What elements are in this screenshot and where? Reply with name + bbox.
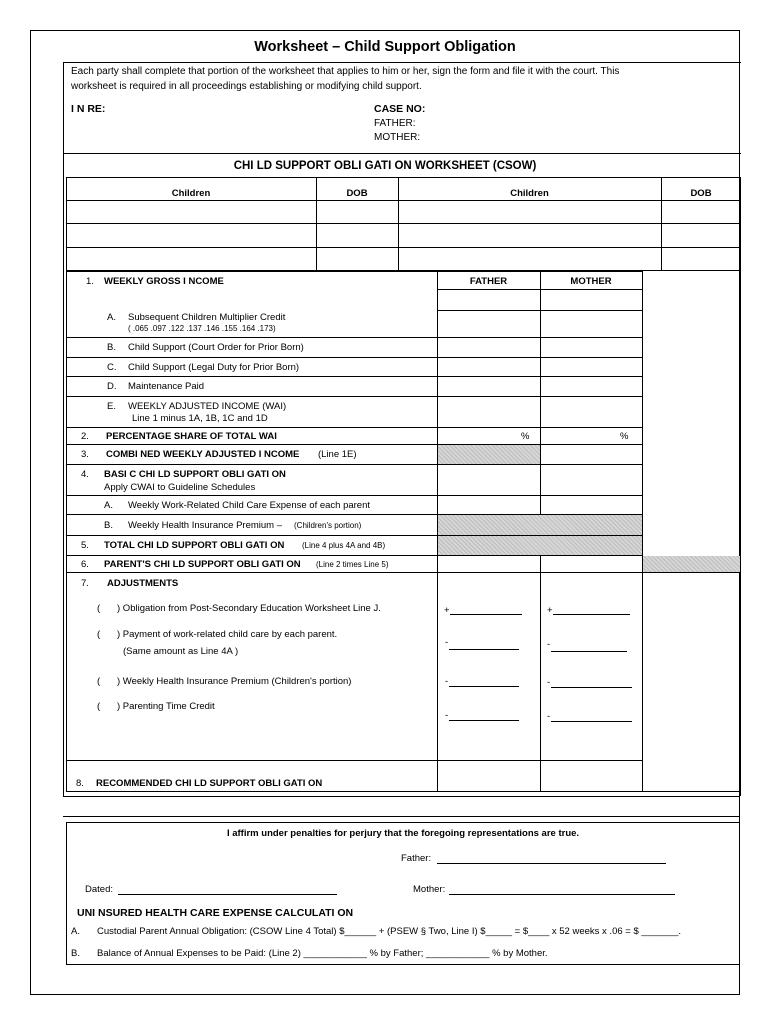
mother-child-care-field[interactable] bbox=[551, 651, 627, 652]
row-rule bbox=[66, 555, 642, 556]
line4-label: BASI C CHI LD SUPPORT OBLI GATI ON bbox=[104, 469, 286, 480]
line1-number: 1. bbox=[86, 276, 94, 287]
mother-health-premium-field[interactable] bbox=[551, 687, 632, 688]
date-field[interactable] bbox=[118, 894, 337, 895]
line4b-label: Weekly Health Insurance Premium – bbox=[128, 520, 282, 531]
adjustment-checkbox-open[interactable]: ( bbox=[97, 603, 101, 614]
uninsured-line-b-text: Balance of Annual Expenses to be Paid: (Line 2) ____________ % by Father; ____________ % by Mother. bbox=[97, 948, 548, 959]
father-minus-sign: - bbox=[445, 637, 449, 648]
csow-top-rule bbox=[63, 153, 741, 154]
intro-text-line2: worksheet is required in all proceedings establishing or modifying child support. bbox=[71, 81, 422, 92]
line4-number: 4. bbox=[81, 469, 89, 480]
father-signature-label: Father: bbox=[401, 853, 432, 864]
uninsured-line-a-text: Custodial Parent Annual Obligation: (CSOW Line 4 Total) $______ + (PSEW § Two, Line I) $_____ = $____ x 52 weeks x .06 = $ _______. bbox=[97, 926, 682, 937]
father-child-care-field[interactable] bbox=[449, 649, 519, 650]
father-signature-field[interactable] bbox=[437, 863, 666, 864]
row-rule bbox=[66, 572, 740, 573]
line1e-letter: E. bbox=[107, 401, 116, 412]
children-row-rule bbox=[66, 223, 741, 224]
father-col-header: FATHER bbox=[469, 276, 508, 287]
grid-top-rule bbox=[66, 271, 642, 272]
line3-number: 3. bbox=[81, 449, 89, 460]
adjustment-checkbox-open[interactable]: ( bbox=[97, 676, 101, 687]
row-rule bbox=[66, 357, 642, 358]
mother-label: MOTHER: bbox=[374, 132, 421, 143]
line2-number: 2. bbox=[81, 431, 89, 442]
children-col-header: Children bbox=[171, 188, 211, 199]
father-minus-sign: - bbox=[445, 676, 449, 687]
father-percent-sign: % bbox=[521, 431, 530, 442]
case-no-label: CASE NO: bbox=[374, 103, 426, 115]
page-title: Worksheet – Child Support Obligation bbox=[254, 39, 516, 55]
title-rule bbox=[63, 62, 741, 63]
line4a-label: Weekly Work-Related Child Care Expense of each parent bbox=[128, 500, 371, 511]
line3-note: (Line 1E) bbox=[318, 449, 357, 460]
line4b-note: (Children's portion) bbox=[294, 521, 362, 530]
uninsured-line-b-letter: B. bbox=[71, 948, 80, 959]
line1d-label: Maintenance Paid bbox=[128, 381, 205, 392]
intro-text-line1: Each party shall complete that portion of the worksheet that applies to him or her, sign the form and file it with the court. This bbox=[71, 66, 620, 77]
line5-number: 5. bbox=[81, 540, 89, 551]
mother-col-header: MOTHER bbox=[570, 276, 612, 287]
header-row-rule bbox=[437, 289, 642, 290]
adjustment-child-care-note: (Same amount as Line 4A ) bbox=[123, 646, 239, 657]
father-post-secondary-field[interactable] bbox=[450, 614, 522, 615]
father-health-premium-field[interactable] bbox=[449, 686, 519, 687]
line7-label: ADJUSTMENTS bbox=[107, 578, 179, 589]
line3-label: COMBI NED WEEKLY ADJUSTED I NCOME bbox=[106, 449, 300, 460]
line1a-letter: A. bbox=[107, 312, 116, 323]
row-rule bbox=[66, 396, 642, 397]
section-bottom-rule bbox=[63, 816, 740, 817]
father-parenting-time-field[interactable] bbox=[449, 720, 519, 721]
line5-note: (Line 4 plus 4A and 4B) bbox=[302, 541, 386, 550]
in-re-label: I N RE: bbox=[71, 103, 106, 115]
adjustment-health-premium: ) Weekly Health Insurance Premium (Children's portion) bbox=[117, 676, 352, 687]
grid-left-rule bbox=[66, 271, 67, 791]
line4b-letter: B. bbox=[104, 520, 113, 531]
line1e-label: WEEKLY ADJUSTED INCOME (WAI) bbox=[128, 401, 287, 412]
line8-label: RECOMMENDED CHI LD SUPPORT OBLI GATI ON bbox=[96, 778, 323, 789]
father-label: FATHER: bbox=[374, 118, 416, 129]
line5-label: TOTAL CHI LD SUPPORT OBLI GATI ON bbox=[104, 540, 285, 551]
line6-label: PARENT'S CHI LD SUPPORT OBLI GATI ON bbox=[104, 559, 301, 570]
dob-col-header: DOB bbox=[690, 188, 712, 199]
row-rule bbox=[66, 444, 642, 445]
line6-number: 6. bbox=[81, 559, 89, 570]
line1e-formula: Line 1 minus 1A, 1B, 1C and 1D bbox=[132, 413, 268, 424]
mother-parenting-time-field[interactable] bbox=[551, 721, 632, 722]
mother-minus-sign: - bbox=[547, 677, 551, 688]
line1d-letter: D. bbox=[107, 381, 117, 392]
row-rule bbox=[66, 337, 642, 338]
row-rule bbox=[437, 310, 642, 311]
shaded-cell bbox=[438, 536, 642, 555]
page-right-rule bbox=[740, 271, 741, 796]
line6-note: (Line 2 times Line 5) bbox=[316, 560, 389, 569]
line1b-letter: B. bbox=[107, 342, 116, 353]
uninsured-section-title: UNI NSURED HEALTH CARE EXPENSE CALCULATI ON bbox=[77, 907, 354, 919]
row-rule bbox=[63, 796, 740, 797]
dob-col-header: DOB bbox=[346, 188, 368, 199]
row-rule bbox=[66, 376, 642, 377]
adjustment-post-secondary: ) Obligation from Post-Secondary Education Worksheet Line J. bbox=[117, 603, 381, 614]
father-plus-sign: + bbox=[444, 605, 450, 616]
row-rule bbox=[66, 760, 642, 761]
mother-plus-sign: + bbox=[547, 605, 553, 616]
children-row-rule bbox=[66, 247, 741, 248]
line8-number: 8. bbox=[76, 778, 84, 789]
mother-percent-sign: % bbox=[620, 431, 629, 442]
line4-instruction: Apply CWAI to Guideline Schedules bbox=[104, 482, 256, 493]
shaded-cell bbox=[438, 515, 642, 535]
row-rule bbox=[66, 791, 740, 792]
mother-minus-sign: - bbox=[547, 711, 551, 722]
affirmation-statement: I affirm under penalties for perjury that the foregoing representations are true. bbox=[226, 828, 580, 839]
line7-number: 7. bbox=[81, 578, 89, 589]
line1c-label: Child Support (Legal Duty for Prior Born) bbox=[128, 362, 300, 373]
adjustment-parenting-time: ) Parenting Time Credit bbox=[117, 701, 215, 712]
line1a-label: Subsequent Children Multiplier Credit bbox=[128, 312, 286, 323]
line2-label: PERCENTAGE SHARE OF TOTAL WAI bbox=[106, 431, 277, 442]
shaded-cell bbox=[438, 445, 540, 464]
row-rule bbox=[66, 495, 642, 496]
children-row-rule bbox=[66, 200, 741, 201]
adjustment-checkbox-open[interactable]: ( bbox=[97, 629, 101, 640]
dated-label: Dated: bbox=[85, 884, 113, 895]
mother-post-secondary-field[interactable] bbox=[553, 614, 630, 615]
mother-minus-sign: - bbox=[547, 639, 551, 650]
shaded-cell bbox=[643, 556, 740, 573]
row-rule bbox=[66, 464, 642, 465]
csow-title: CHI LD SUPPORT OBLI GATI ON WORKSHEET (CSOW) bbox=[233, 160, 537, 172]
adjustment-checkbox-open[interactable]: ( bbox=[97, 701, 101, 712]
line4a-letter: A. bbox=[104, 500, 113, 511]
uninsured-line-a-letter: A. bbox=[71, 926, 80, 937]
children-col-header: Children bbox=[510, 188, 549, 199]
mother-signature-field[interactable] bbox=[449, 894, 675, 895]
grid-right-rule bbox=[642, 271, 643, 791]
mother-signature-label: Mother: bbox=[413, 884, 446, 895]
line1c-letter: C. bbox=[107, 362, 117, 373]
line1-label: WEEKLY GROSS I NCOME bbox=[104, 276, 224, 287]
line1a-multipliers: ( .065 .097 .122 .137 .146 .155 .164 .173) bbox=[128, 324, 276, 333]
adjustment-child-care: ) Payment of work-related child care by each parent. bbox=[117, 629, 338, 640]
row-rule bbox=[66, 427, 642, 428]
father-minus-sign: - bbox=[445, 710, 449, 721]
line1b-label: Child Support (Court Order for Prior Born) bbox=[128, 342, 304, 353]
